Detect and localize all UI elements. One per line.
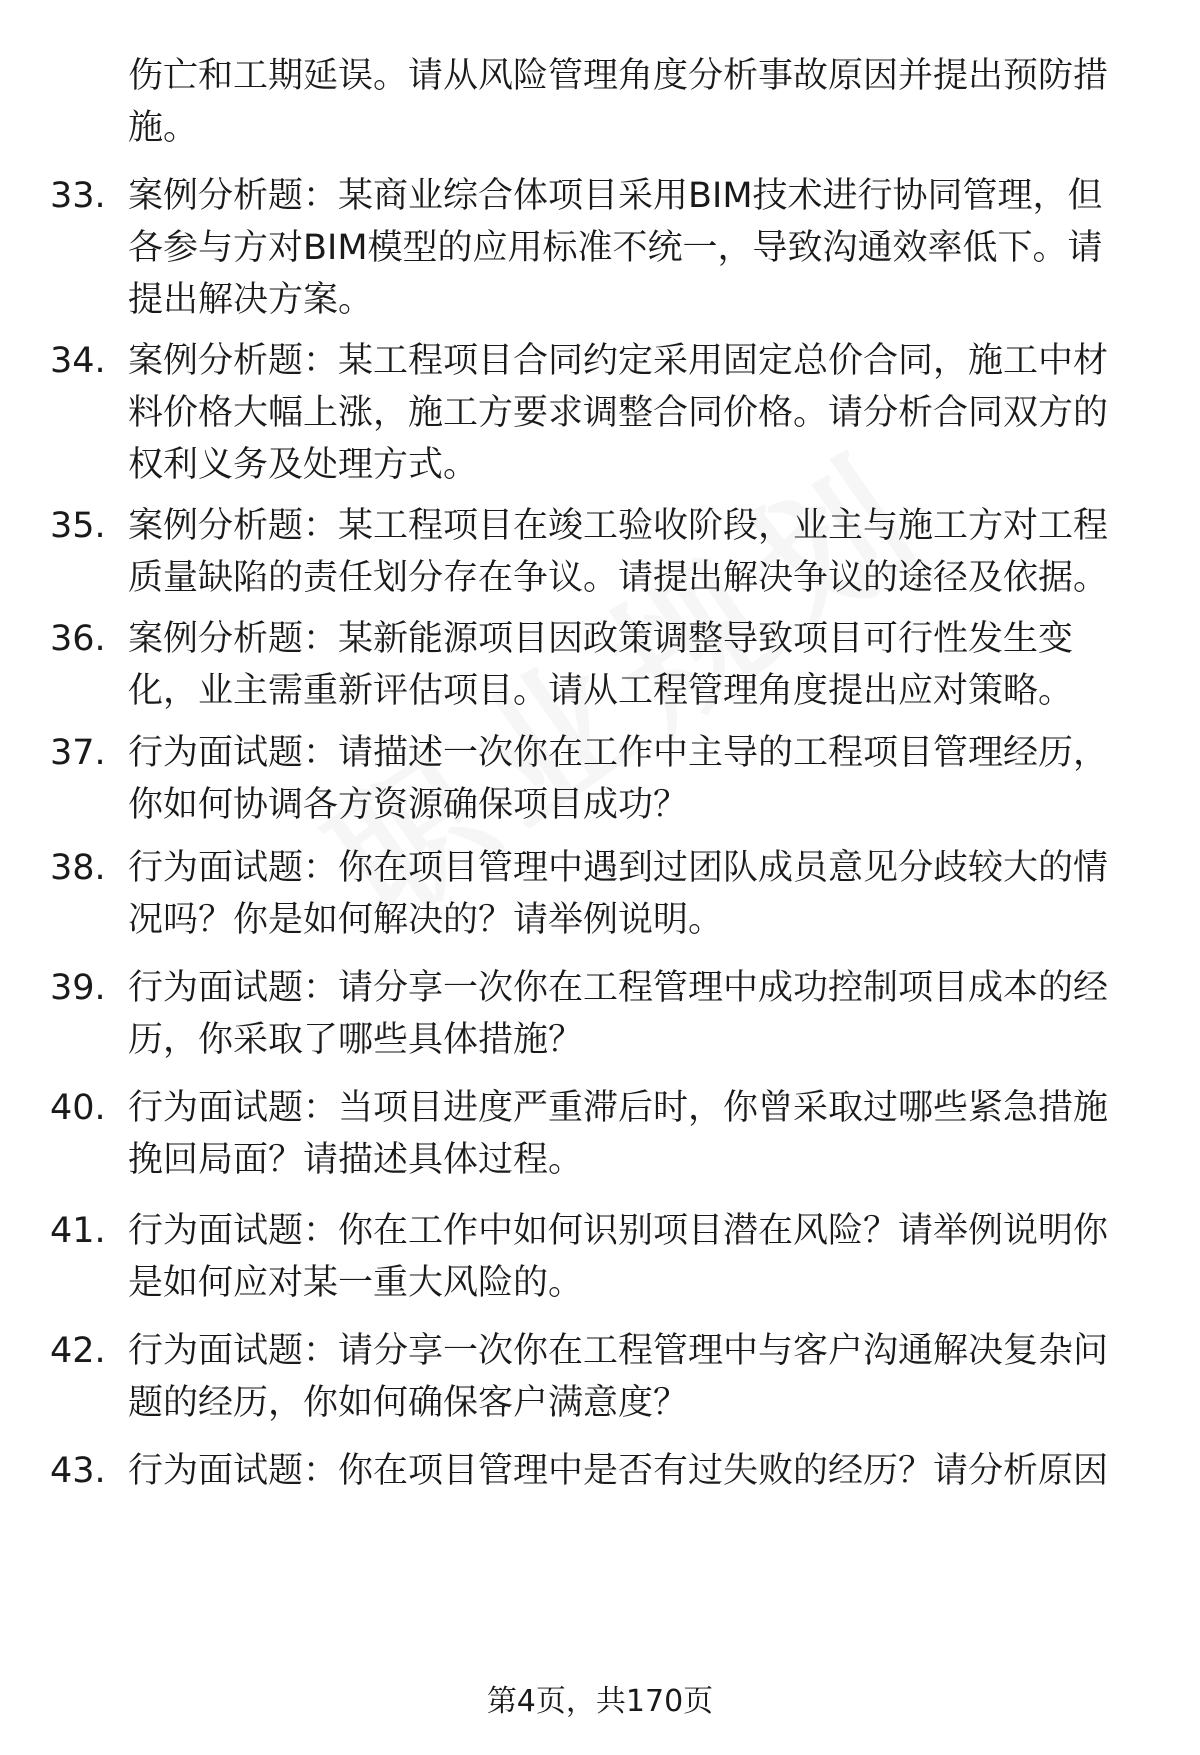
question-number: 39. [50,968,106,1008]
question-text: 行为面试题：请分享一次你在工程管理中与客户沟通解决复杂问 题的经历，你如何确保客户满意度？ [128,1331,1109,1423]
question-number: 40. [50,1088,106,1128]
question-number: 36. [50,619,106,659]
question-number: 42. [50,1331,106,1371]
question-text: 行为面试题：当项目进度严重滞后时，你曾采取过哪些紧急措施 挽回局面？请描述具体过程。 [128,1088,1109,1180]
question-text: 行为面试题：你在项目管理中是否有过失败的经历？请分析原因 [128,1451,1109,1491]
continuation-text: 伤亡和工期延误。请从风险管理角度分析事故原因并提出预防措 施。 [128,56,1109,148]
question-number: 33. [50,176,106,216]
question-number: 37. [50,733,106,773]
question-number: 35. [50,506,106,546]
question-text: 案例分析题：某工程项目在竣工验收阶段，业主与施工方对工程 质量缺陷的责任划分存在争议。请提出解决争议的途径及依据。 [128,506,1109,598]
question-number: 41. [50,1211,106,1251]
page-footer: 第4页，共170页 [486,1684,714,1719]
question-number: 43. [50,1451,106,1491]
question-text: 案例分析题：某工程项目合同约定采用固定总价合同，施工中材 料价格大幅上涨，施工方要求调整合同价格。请分析合同双方的 权利义务及处理方式。 [128,341,1109,485]
question-text: 行为面试题：你在项目管理中遇到过团队成员意见分歧较大的情 况吗？你是如何解决的？请举例说明。 [128,848,1109,940]
question-text: 行为面试题：请分享一次你在工程管理中成功控制项目成本的经 历，你采取了哪些具体措施？ [128,968,1109,1060]
question-number: 34. [50,341,106,381]
question-text: 行为面试题：你在工作中如何识别项目潜在风险？请举例说明你 是如何应对某一重大风险的。 [128,1211,1109,1303]
question-number: 38. [50,848,106,888]
question-text: 案例分析题：某新能源项目因政策调整导致项目可行性发生变 化，业主需重新评估项目。请从工程管理角度提出应对策略。 [128,619,1074,711]
question-text: 案例分析题：某商业综合体项目采用BIM技术进行协同管理，但 各参与方对BIM模型的应用标准不统一，导致沟通效率低下。请 提出解决方案。 [128,176,1103,320]
question-text: 行为面试题：请描述一次你在工作中主导的工程项目管理经历， 你如何协调各方资源确保项目成功？ [128,733,1109,825]
